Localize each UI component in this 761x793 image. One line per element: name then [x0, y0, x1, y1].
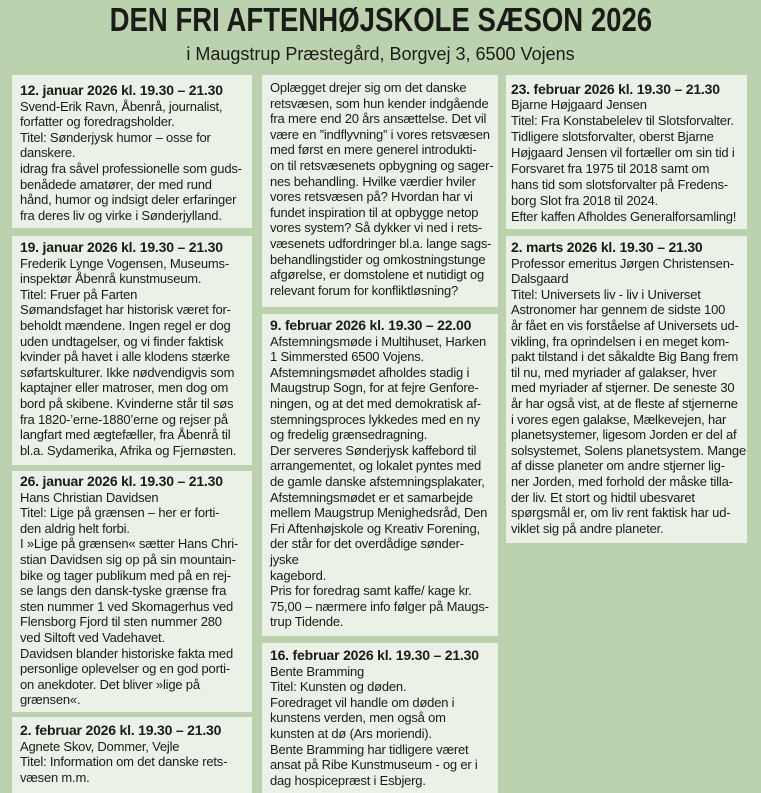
event-text-line: relevant forum for konfliktløsning? — [270, 282, 459, 298]
event-text-line: Agnete Skov, Dommer, Vejle — [20, 738, 180, 754]
event-text-line: fra mere end 20 års ansættelse. Det vil — [270, 111, 487, 127]
event-text-line: Titel: Universets liv - liv i Universet — [511, 286, 701, 302]
event-text-line: solsystemet, Solens planetsystem. Mange — [511, 442, 746, 458]
event-text-line: se langs den dansk-tyske grænse fra — [20, 583, 227, 599]
event-text-line: Afstemningsmødet afholdes stadig i — [270, 364, 470, 380]
event-text-line: hans tid som slotsforvalter på Fredens- — [511, 177, 728, 192]
event-box-2-februar — [12, 717, 252, 793]
event-text-line: Titel: Sønderjysk humor – osse for — [20, 129, 211, 145]
event-text-line: Davidsen blander historiske fakta med — [20, 645, 233, 661]
event-text-line: fra deres liv og virke i Sønderjylland. — [20, 207, 222, 223]
event-date-heading: 12. januar 2026 kl. 19.30 – 21.30 — [20, 82, 223, 98]
event-text-line: med først en mere generel introdukti- — [270, 142, 477, 158]
event-text-line: Maugstrup Sogn, for at fejre Genfore- — [270, 380, 479, 396]
event-text-line: 1 Simmersted 6500 Vojens. — [270, 349, 424, 365]
event-date-heading: 23. februar 2026 kl. 19.30 – 21.30 — [511, 81, 720, 97]
event-text-line: fra 1820-’erne-1880’erne og rejser på — [20, 411, 228, 427]
event-text-line: Titel: Fruer på Farten — [20, 286, 138, 302]
event-text-line: kaptajner eller matroser, men dog om — [20, 380, 229, 396]
event-text-line: arrangementet, og lokalet pyntes med — [270, 458, 482, 474]
event-box-2-februar-continued — [262, 75, 498, 307]
event-text-line: Foredraget vil handle om døden i — [270, 694, 455, 710]
event-text-line: ved Siltoft ved Vadehavet. — [20, 629, 165, 645]
event-text-line: Afstemningsmødet er et samarbejde — [270, 489, 473, 505]
event-text-line: væsenets udfordringer bl.a. lange sags- — [270, 235, 492, 251]
event-text-line: Svend-Erik Ravn, Åbenrå, journalist, — [20, 98, 223, 114]
event-text-line: borg Slot fra 2018 til 2024. — [511, 193, 658, 208]
event-text-line: beholdt mændene. Ingen regel er dog — [20, 317, 231, 333]
event-text-line: Tidligere slotsforvalter, oberst Bjarne — [511, 129, 714, 144]
event-text-line: der står for det overdådige sønder- — [270, 536, 464, 552]
event-text-line: ningen, og at det med demokratisk af- — [270, 395, 481, 411]
event-text-line: af disse planeter om andre stjerner lig- — [511, 458, 725, 474]
event-date-heading: 9. februar 2026 kl. 19.30 – 22.00 — [270, 317, 472, 333]
event-text-line: Titel: Lige på grænsen – her er forti- — [20, 505, 220, 521]
event-text-line: stemningsproces lykkedes med en ny — [270, 411, 480, 427]
event-box-2-marts — [506, 236, 747, 543]
event-text-line: Der serveres Sønderjysk kaffebord til — [270, 442, 477, 458]
event-text-line: retsvæsen, som hun kender indgående — [270, 95, 489, 111]
event-text-line: Oplægget drejer sig om det danske — [270, 80, 467, 95]
event-text-line: vores retsvæsen på? Hvordan har vi — [270, 189, 473, 205]
event-text-line: Hans Christian Davidsen — [20, 489, 159, 505]
event-text-line: Astronomer har gennem de sidste 100 — [511, 302, 726, 318]
event-text-line: langfart med ægtefæller, fra Åbenrå til — [20, 427, 231, 443]
event-text-line: den aldrig helt forbi. — [20, 520, 130, 536]
event-text-line: nes behandling. Hvilke værdier hviler — [270, 173, 476, 189]
event-date-heading: 19. januar 2026 kl. 19.30 – 21.30 — [20, 239, 223, 255]
event-text-line: Flensborg Fjord til sten nummer 280 — [20, 614, 222, 630]
event-text-line: danskere. — [20, 145, 76, 161]
event-text-line: pakt tilstand i det såkaldte Big Bang frem — [511, 349, 739, 365]
event-text-line: Fri Aftenhøjskole og Kreativ Forening, — [270, 520, 480, 536]
event-text-line: 75,00 – nærmere info følger på Maugs- — [270, 598, 489, 614]
event-box-19-januar — [12, 236, 252, 465]
event-text-line: Forsvaret fra 1975 til 2018 samt om — [511, 161, 710, 176]
event-text-line: forfatter og foredragsholder. — [20, 114, 175, 130]
event-date-heading: 2. marts 2026 kl. 19.30 – 21.30 — [511, 239, 703, 255]
poster-title: DEN FRI AFTENHØJSKOLE SÆSON 2026 — [109, 1, 652, 38]
title-row — [0, 2, 761, 38]
event-box-12-januar — [12, 75, 252, 228]
event-text-line: personlige oplevelser og en god porti- — [20, 661, 230, 677]
event-text-line: Frederik Lynge Vogensen, Museums- — [20, 255, 229, 271]
event-text-line: Bente Bramming har tidligere været — [270, 741, 469, 757]
event-text-line: fundet inspiration til at opbygge netop — [270, 204, 479, 220]
event-text-line: inspektør Åbenrå kunstmuseum. — [20, 271, 202, 287]
event-text-line: uden undtagelser, og vi finder faktisk — [20, 333, 224, 349]
event-text-line: viklet sig på andre planeter. — [511, 520, 664, 536]
venue-subtitle: i Maugstrup Præstegård, Borgvej 3, 6500 Vojens — [186, 44, 575, 64]
event-date-heading: 16. februar 2026 kl. 19.30 – 21.30 — [270, 647, 479, 663]
event-text-line: Højgaard Jensen vil fortæller om sin tid i — [511, 145, 735, 160]
event-text-line: dag hospicepræst i Esbjerg. — [270, 772, 426, 788]
event-text-line: mellem Maugstrup Menighedsråd, Den — [270, 505, 488, 521]
event-box-9-februar — [262, 314, 498, 636]
event-text-line: Sømandsfaget har historisk været for- — [20, 302, 231, 318]
event-text-line: spørgsmål er, om liv rent faktisk har ud- — [511, 505, 731, 521]
event-text-line: vores system? Så dykker vi ned i rets- — [270, 220, 483, 236]
event-text-line: kunsten at dø (Ars moriendi). — [270, 725, 432, 741]
event-text-line: Pris for foredrag samt kaffe/ kage kr. — [270, 583, 472, 599]
event-text-line: Bente Bramming — [270, 663, 365, 679]
event-text-line: bl.a. Sydamerika, Afrika og Fjernøsten. — [20, 442, 237, 458]
event-text-line: kvinder på havet i alle klodens stærke — [20, 349, 230, 365]
event-box-23-februar — [506, 75, 747, 229]
event-text-line: Bjarne Højgaard Jensen — [511, 97, 647, 112]
event-text-line: Titel: Kunsten og døden. — [270, 679, 407, 695]
event-text-line: planetsystemer, ligesom Jorden er del af — [511, 427, 737, 443]
event-text-line: kunstens verden, men også om — [270, 710, 446, 726]
event-text-line: de gamle danske afstemningsplakater, — [270, 473, 485, 489]
event-text-line: bord på skibene. Kvinderne står til søs — [20, 395, 234, 411]
event-text-line: år har også vist, at de fleste af stjernerne — [511, 395, 738, 411]
event-text-line: med myriader af stjerner. De seneste 30 — [511, 380, 735, 396]
event-text-line: jyske — [270, 551, 299, 567]
event-text-line: være en ”indflyvning” i vores retsvæsen — [270, 126, 490, 142]
event-text-line: år fået en vis forståelse af Universets ud- — [511, 317, 739, 333]
event-text-line: Titel: Information om det danske rets- — [20, 754, 228, 770]
event-text-line: væsen m.m. — [20, 769, 90, 785]
event-text-line: søfartskulturer. Ikke nødvendigvis som — [20, 364, 235, 380]
event-text-line: I »Lige på grænsen« sætter Hans Chri- — [20, 536, 239, 552]
event-text-line: sten nummer 1 ved Skomagerhus ved — [20, 598, 234, 614]
event-text-line: benådede amatører, der med rund — [20, 176, 212, 192]
event-text-line: on anekdoter. Det bliver »lige på — [20, 676, 200, 692]
event-text-line: afgørelse, er domstolene et nutidigt og — [270, 267, 485, 283]
event-box-16-februar — [262, 643, 498, 793]
event-text-line: kagebord. — [270, 567, 327, 583]
event-text-line: idrag fra såvel professionelle som guds- — [20, 160, 242, 176]
event-text-line: hånd, humor og indsigt deler erfaringer — [20, 192, 237, 208]
event-date-heading: 2. februar 2026 kl. 19.30 – 21.30 — [20, 722, 222, 738]
event-text-line: Afstemningsmøde i Multihuset, Harken — [270, 333, 487, 349]
event-text-line: Professor emeritus Jørgen Christensen- — [511, 255, 734, 271]
event-text-line: grænsen«. — [20, 692, 81, 708]
event-text-line: on til retsvæsenets opbygning og sager- — [270, 157, 494, 173]
event-text-line: i vores egen galakse, Mælkevejen, har — [511, 411, 727, 427]
event-text-line: til nu, med myriader af galakser, hver — [511, 364, 717, 380]
event-date-heading: 26. januar 2026 kl. 19.30 – 21.30 — [20, 473, 223, 489]
event-text-line: bike og tager publikum med på en rej- — [20, 567, 231, 583]
event-text-line: Efter kaffen Afholdes Generalforsamling! — [511, 209, 737, 224]
event-text-line: vikling, fra oprindelsen i en meget kom- — [511, 333, 730, 349]
event-text-line: trup Tidende. — [270, 614, 344, 630]
event-text-line: ner Jorden, med forhold der måske tilla- — [511, 473, 733, 489]
event-text-line: Titel: Fra Konstabelelev til Slotsforvalter. — [511, 113, 734, 128]
event-text-line: og fredelig grænsedragning. — [270, 427, 428, 443]
event-text-line: behandlingstider og omkostningstunge — [270, 251, 486, 267]
event-text-line: ansat på Ribe Kunstmuseum - og er i — [270, 757, 478, 773]
event-text-line: stian Davidsen sig op på sin mountain- — [20, 551, 236, 567]
event-text-line: Dalsgaard — [511, 271, 569, 287]
event-box-26-januar — [12, 471, 252, 712]
event-text-line: der liv. Et stort og hidtil ubesvaret — [511, 489, 695, 505]
